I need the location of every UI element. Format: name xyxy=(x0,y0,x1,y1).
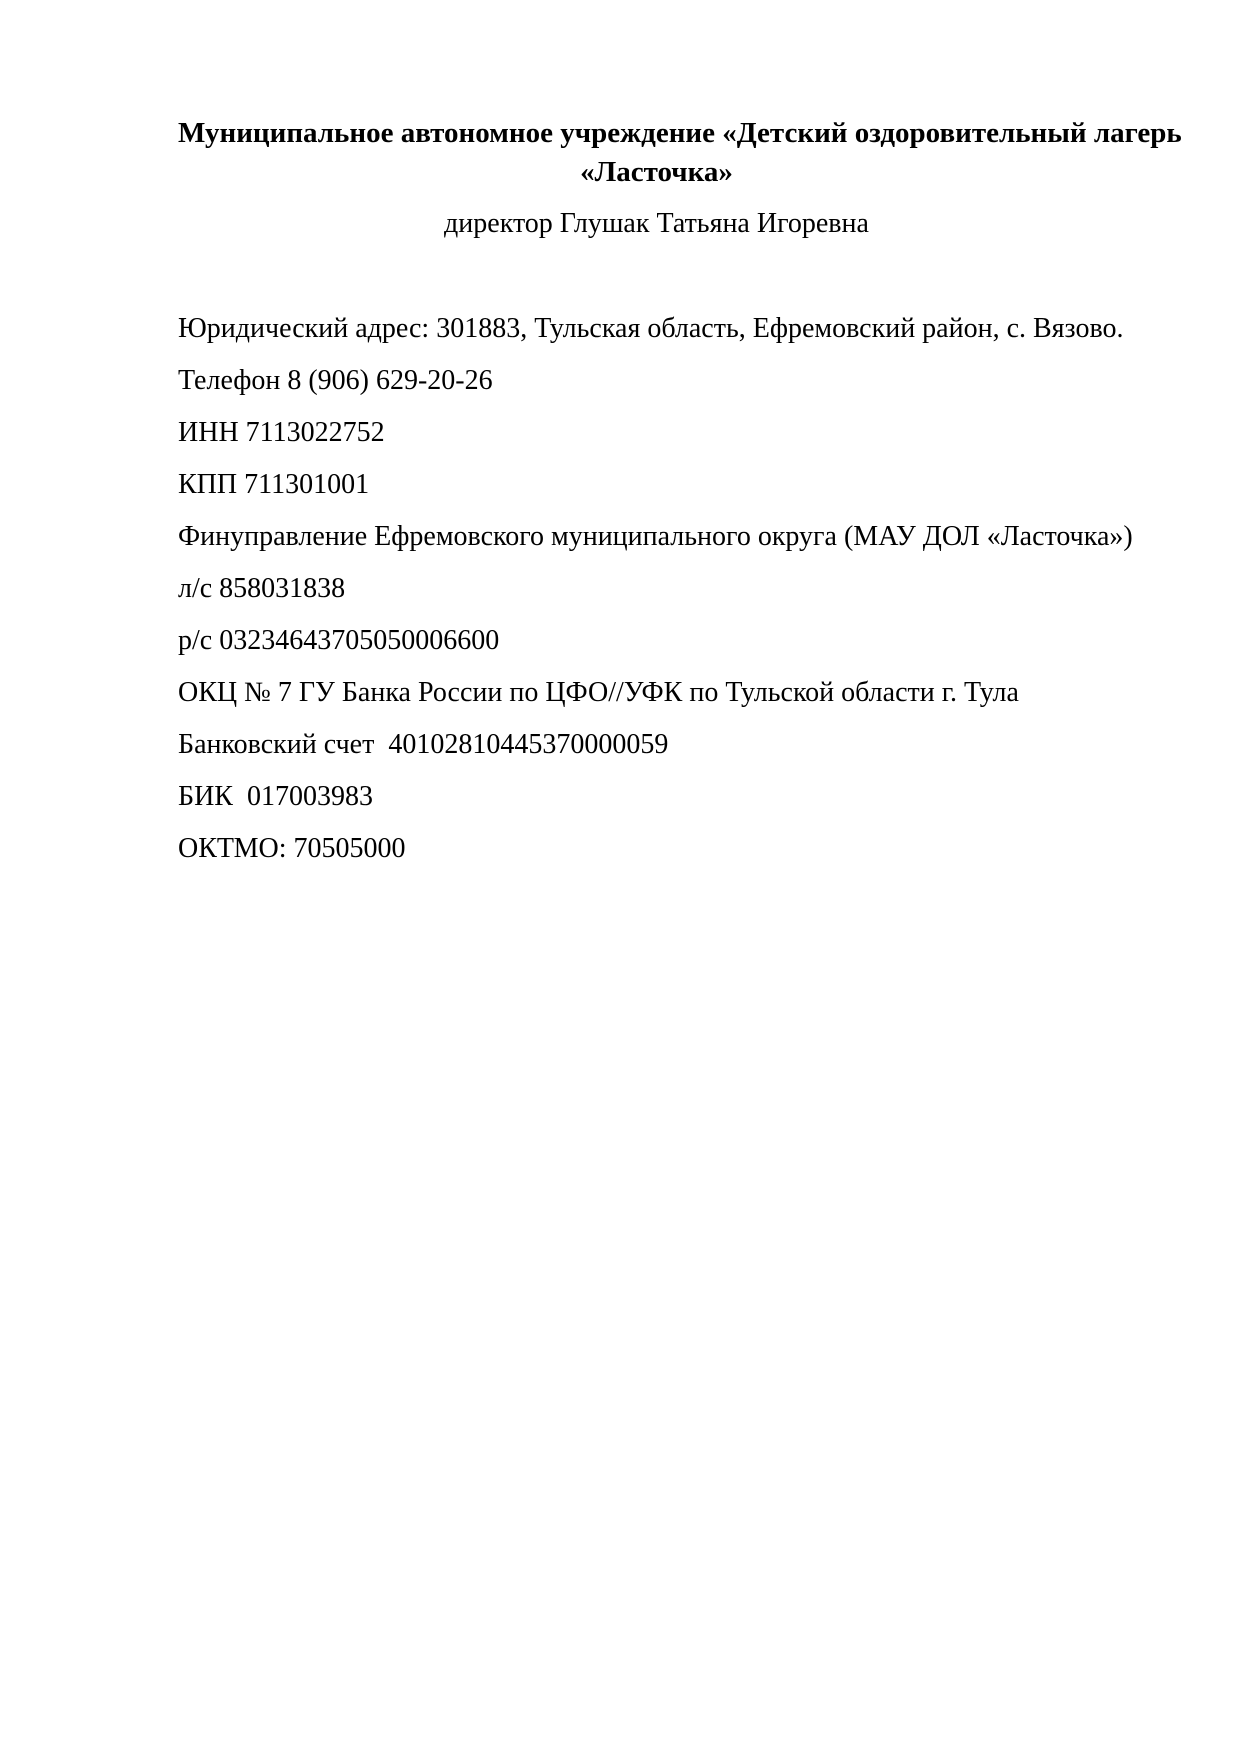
document-body xyxy=(178,312,1135,866)
document-title-line1: Муниципальное автономное учреждение «Детский оздоровительный лагерь xyxy=(178,117,1182,149)
paragraph-phone: Телефон 8 (906) 629-20-26 xyxy=(178,365,493,396)
paragraph-bik: БИК 017003983 xyxy=(178,781,373,812)
document-subtitle-director: директор Глушак Татьяна Игоревна xyxy=(444,208,869,239)
document-title-line2: «Ласточка» xyxy=(580,156,733,188)
document-title xyxy=(178,114,1182,192)
paragraph-personal-account: л/с 858031838 xyxy=(178,573,346,604)
document-content xyxy=(0,0,1241,866)
paragraph-oktmo: ОКТМО: 70505000 xyxy=(178,833,406,864)
paragraph-bank-account: Банковский счет 40102810445370000059 xyxy=(178,729,669,760)
paragraph-inn: ИНН 7113022752 xyxy=(178,417,385,448)
paragraph-settlement-account: р/с 03234643705050006600 xyxy=(178,625,500,656)
paragraph-fin-department: Финуправление Ефремовского муниципального округа (МАУ ДОЛ «Ласточка») xyxy=(178,521,1133,552)
paragraph-legal-address: Юридический адрес: 301883, Тульская область, Ефремовский район, с. Вязово. xyxy=(178,313,1124,344)
paragraph-kpp: КПП 711301001 xyxy=(178,469,370,500)
paragraph-bank-name: ОКЦ № 7 ГУ Банка России по ЦФО//УФК по Тульской области г. Тула xyxy=(178,677,1019,708)
